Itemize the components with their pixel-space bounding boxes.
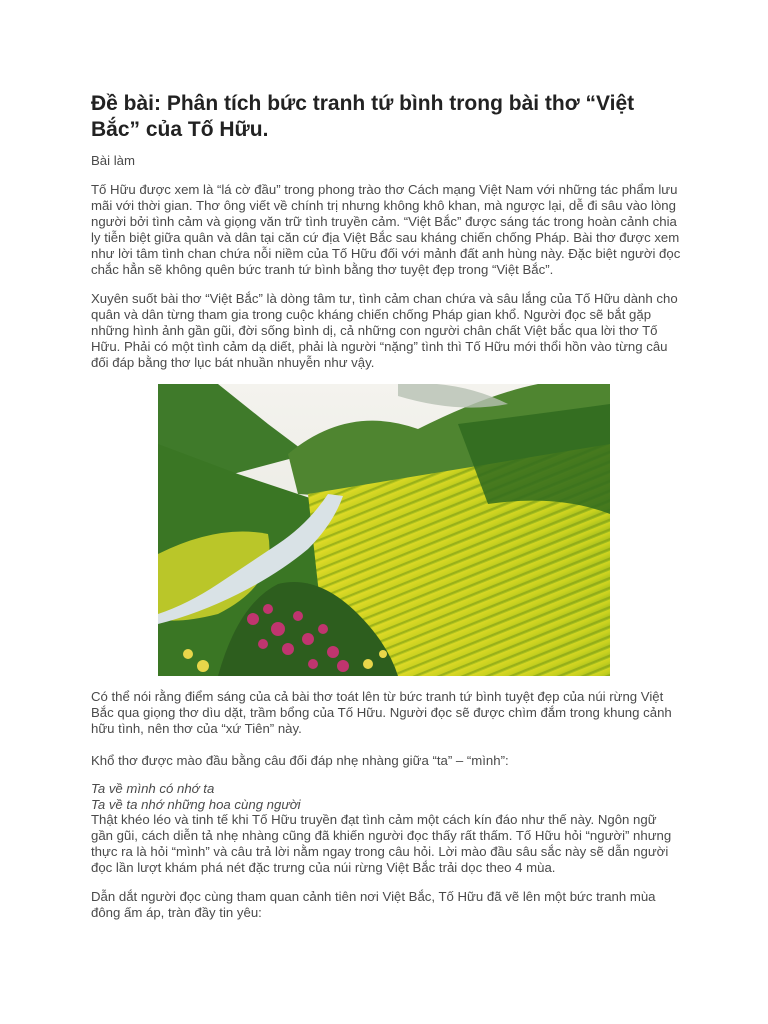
- paragraph-intro: Tố Hữu được xem là “lá cờ đầu” trong phong trào thơ Cách mạng Việt Nam với những tác phẩm lưu mãi với thời gian. Thơ ông viết về chính trị nhưng không khô khan, mà ngược lại, dễ đi sâu vào lòng người bởi tình cảm và giọng văn trữ tình truyền cảm. “Việt Bắc” được sáng tác trong hoàn cảnh chia ly tiễn biệt giữa quân và dân tại căn cứ địa Việt Bắc sau kháng chiến chống Pháp. Bài thơ được xem như lời tâm tình chan chứa nỗi niềm của Tố Hữu đối với mảnh đất anh hùng này. Đặc biệt người đọc chắc hẳn sẽ không quên bức tranh tứ bình bằng thơ tuyệt đẹp trong “Việt Bắc”.: [91, 182, 681, 277]
- poem-line-1: Ta về mình có nhớ ta: [91, 781, 215, 796]
- paragraph-winter: Dẫn dắt người đọc cùng tham quan cảnh tiên nơi Việt Bắc, Tố Hữu đã vẽ lên một bức tranh mùa đông ấm áp, tràn đầy tin yêu:: [91, 889, 656, 920]
- subtitle: Bài làm: [91, 153, 135, 168]
- paragraph-analysis: Thật khéo léo và tinh tế khi Tố Hữu truyền đạt tình cảm một cách kín đáo như thế này. Ngôn ngữ gần gũi, cách diễn tả nhẹ nhàng cũng đã khiến người đọc thấy rất thấm. Tố Hữu hỏi “người” nhưng thực ra là hỏi “mình” và câu trả lời nằm ngay trong câu hỏi. Lời mào đầu sâu sắc này sẽ dẫn người đọc lần lượt khám phá nét đặc trưng của núi rừng Việt Bắc trải dọc theo 4 mùa.: [91, 812, 672, 875]
- poem-line-2: Ta về ta nhớ những hoa cùng người: [91, 797, 301, 812]
- page-title: Đề bài: Phân tích bức tranh tứ bình trong bài thơ “Việt Bắc” của Tố Hữu.: [91, 92, 635, 141]
- paragraph-highlight: Có thể nói rằng điểm sáng của cả bài thơ toát lên từ bức tranh tứ bình tuyệt đẹp của núi rừng Việt Bắc qua giọng thơ dìu dặt, trầm bổng của Tố Hữu. Người đọc sẽ được chìm đắm trong khung cảnh hữu tình, nên thơ của “xứ Tiên” này.: [91, 689, 672, 736]
- paragraph-overview: Xuyên suốt bài thơ “Việt Bắc” là dòng tâm tư, tình cảm chan chứa và sâu lắng của Tố Hữu dành cho quân và dân từng tham gia trong cuộc kháng chiến chống Pháp gian khổ. Người đọc sẽ bắt gặp những hình ảnh gần gũi, đời sống bình dị, cả những con người chân chất Việt bắc qua lời thơ Tố Hữu. Phải có một tình cảm dạ diết, phải là người “nặng” tình thì Tố Hữu mới thổi hồn vào từng câu đối đáp bằng thơ lục bát nhuần nhuyễn như vậy.: [91, 291, 678, 370]
- landscape-photo: [158, 384, 610, 676]
- paragraph-opening: Khổ thơ được mào đầu bằng câu đối đáp nhẹ nhàng giữa “ta” – “mình”:: [91, 753, 509, 768]
